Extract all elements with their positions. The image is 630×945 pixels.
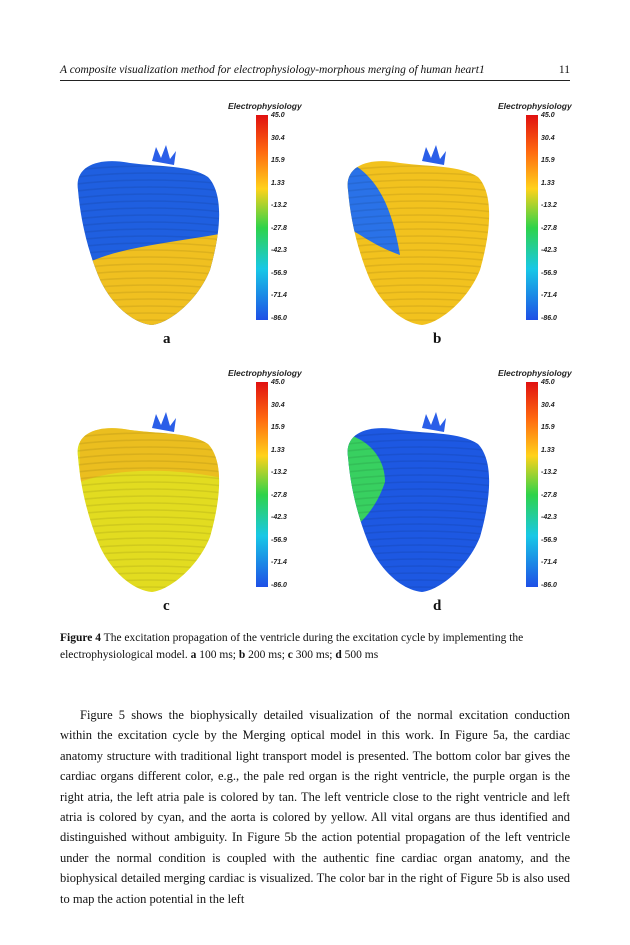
colorbar-tick-label: 30.4 (271, 401, 285, 409)
colorbar-tick-label: 15.9 (541, 157, 555, 165)
body-text (60, 705, 570, 909)
heart-render (330, 95, 510, 335)
colorbar-tick-label: 15.9 (541, 424, 555, 432)
caption-a-label: a (190, 649, 197, 661)
colorbar-tick-label: -56.9 (271, 536, 287, 544)
colorbar-tick-label: -42.3 (541, 514, 557, 522)
colorbar (526, 115, 538, 320)
aorta-tuft (152, 145, 176, 165)
caption-a-text: 100 ms; (199, 649, 236, 661)
figure-caption (60, 630, 570, 664)
colorbar-tick-label: -86.0 (541, 581, 557, 589)
heart-render (60, 95, 240, 335)
caption-prefix: Figure 4 (60, 632, 101, 644)
colorbar (256, 115, 268, 320)
heart-render (60, 362, 240, 602)
colorbar-tick-label: -42.3 (541, 247, 557, 255)
colorbar-tick-label: -86.0 (271, 581, 287, 589)
colorbar-tick-label: 45.0 (271, 112, 285, 119)
panel-label-b: b (433, 331, 442, 347)
colorbar-tick-label: 30.4 (541, 401, 555, 409)
colorbar-tick-label: -71.4 (271, 559, 287, 567)
panel-label-a: a (163, 331, 171, 347)
colorbar-title: Electrophysiology (228, 368, 302, 378)
colorbar-tick-label: -71.4 (541, 292, 557, 300)
colorbar-title: Electrophysiology (498, 368, 572, 378)
colorbar-tick-label: -86.0 (541, 314, 557, 322)
panel-graphic (330, 95, 600, 350)
body-paragraph: Figure 5 shows the biophysically detailed visualization of the normal excitation conduction within the excitation cycle by the Merging optical model in this work. In Figure 5a, the cardiac anatomy structure with traditional light transport model is presented. The bottom color bar gives the cardiac organs different color, e.g., the pale red organ is the right ventricle, the purple organ is the right atria, the left atria pale is colored by tan. The left ventricle close to the right ventricle and left atria is colored by cyan, and the aorta is colored by yellow. All vital organs are thus identified and distinguished without ambiguity. In Figure 5b the action potential propagation of the left ventricle under the normal condition is coupled with the authentic fine cardiac organ anatomy, and the biophysical detailed merging cardiac is visualized. The color bar in the right of Figure 5b is also used to map the action potential in the left (60, 708, 570, 906)
panel-label-c: c (163, 598, 170, 614)
colorbar-tick-label: -13.2 (271, 202, 287, 210)
colorbar-tick-label: -86.0 (271, 314, 287, 322)
caption-c-label: c (287, 649, 293, 661)
panel-graphic (60, 362, 330, 617)
colorbar-tick-label: 15.9 (271, 157, 285, 165)
colorbar-tick-label: -56.9 (541, 269, 557, 277)
colorbar-tick-label: -27.8 (541, 224, 557, 232)
caption-d-text: 500 ms (344, 649, 379, 661)
running-header (60, 64, 570, 80)
colorbar (526, 382, 538, 587)
colorbar-tick-label: -56.9 (271, 269, 287, 277)
colorbar-tick-label: -56.9 (541, 536, 557, 544)
aorta-tuft (422, 145, 446, 165)
caption-text: The excitation propagation of the ventricle during the excitation cycle by implementing the electrophysiological model. (60, 632, 524, 661)
colorbar-tick-label: -13.2 (541, 469, 557, 477)
colorbar-tick-label: 45.0 (541, 112, 555, 119)
colorbar-tick-label: 1.33 (541, 446, 555, 454)
caption-b-label: b (238, 649, 246, 661)
colorbar-tick-label: -27.8 (541, 491, 557, 499)
caption-b-text: 200 ms; (248, 649, 285, 661)
colorbar-tick-label: -13.2 (271, 469, 287, 477)
colorbar-tick-label: 1.33 (271, 179, 285, 187)
colorbar-title: Electrophysiology (228, 101, 302, 111)
panel-label-d: d (433, 598, 442, 614)
aorta-tuft (422, 412, 446, 432)
colorbar-tick-label: 1.33 (541, 179, 555, 187)
colorbar-title: Electrophysiology (498, 101, 572, 111)
colorbar-tick-label: -13.2 (541, 202, 557, 210)
colorbar-tick-label: -71.4 (541, 559, 557, 567)
caption-c-text: 300 ms; (295, 649, 333, 661)
page-number: 11 (558, 64, 570, 76)
figure-panel-d (330, 362, 600, 617)
figure-panel-b (330, 95, 600, 350)
colorbar-tick-label: 30.4 (271, 134, 285, 142)
caption-d-label: d (335, 649, 342, 661)
figure-panel-a (60, 95, 330, 350)
colorbar-tick-label: -71.4 (271, 292, 287, 300)
aorta-tuft (152, 412, 176, 432)
colorbar-tick-label: -27.8 (271, 491, 287, 499)
heart-render (330, 362, 510, 602)
figure-panel-c (60, 362, 330, 617)
colorbar-tick-label: -42.3 (271, 247, 287, 255)
colorbar-tick-label: 45.0 (541, 379, 555, 386)
colorbar-tick-label: 1.33 (271, 446, 285, 454)
colorbar-tick-label: -42.3 (271, 514, 287, 522)
running-title: A composite visualization method for electrophysiology-morphous merging of human heart1 (60, 64, 485, 76)
panel-graphic (330, 362, 600, 617)
panel-graphic (60, 95, 330, 350)
header-rule (60, 80, 570, 81)
colorbar-tick-label: 45.0 (271, 379, 285, 386)
colorbar-tick-label: 30.4 (541, 134, 555, 142)
colorbar-tick-label: 15.9 (271, 424, 285, 432)
colorbar (256, 382, 268, 587)
colorbar-tick-label: -27.8 (271, 224, 287, 232)
